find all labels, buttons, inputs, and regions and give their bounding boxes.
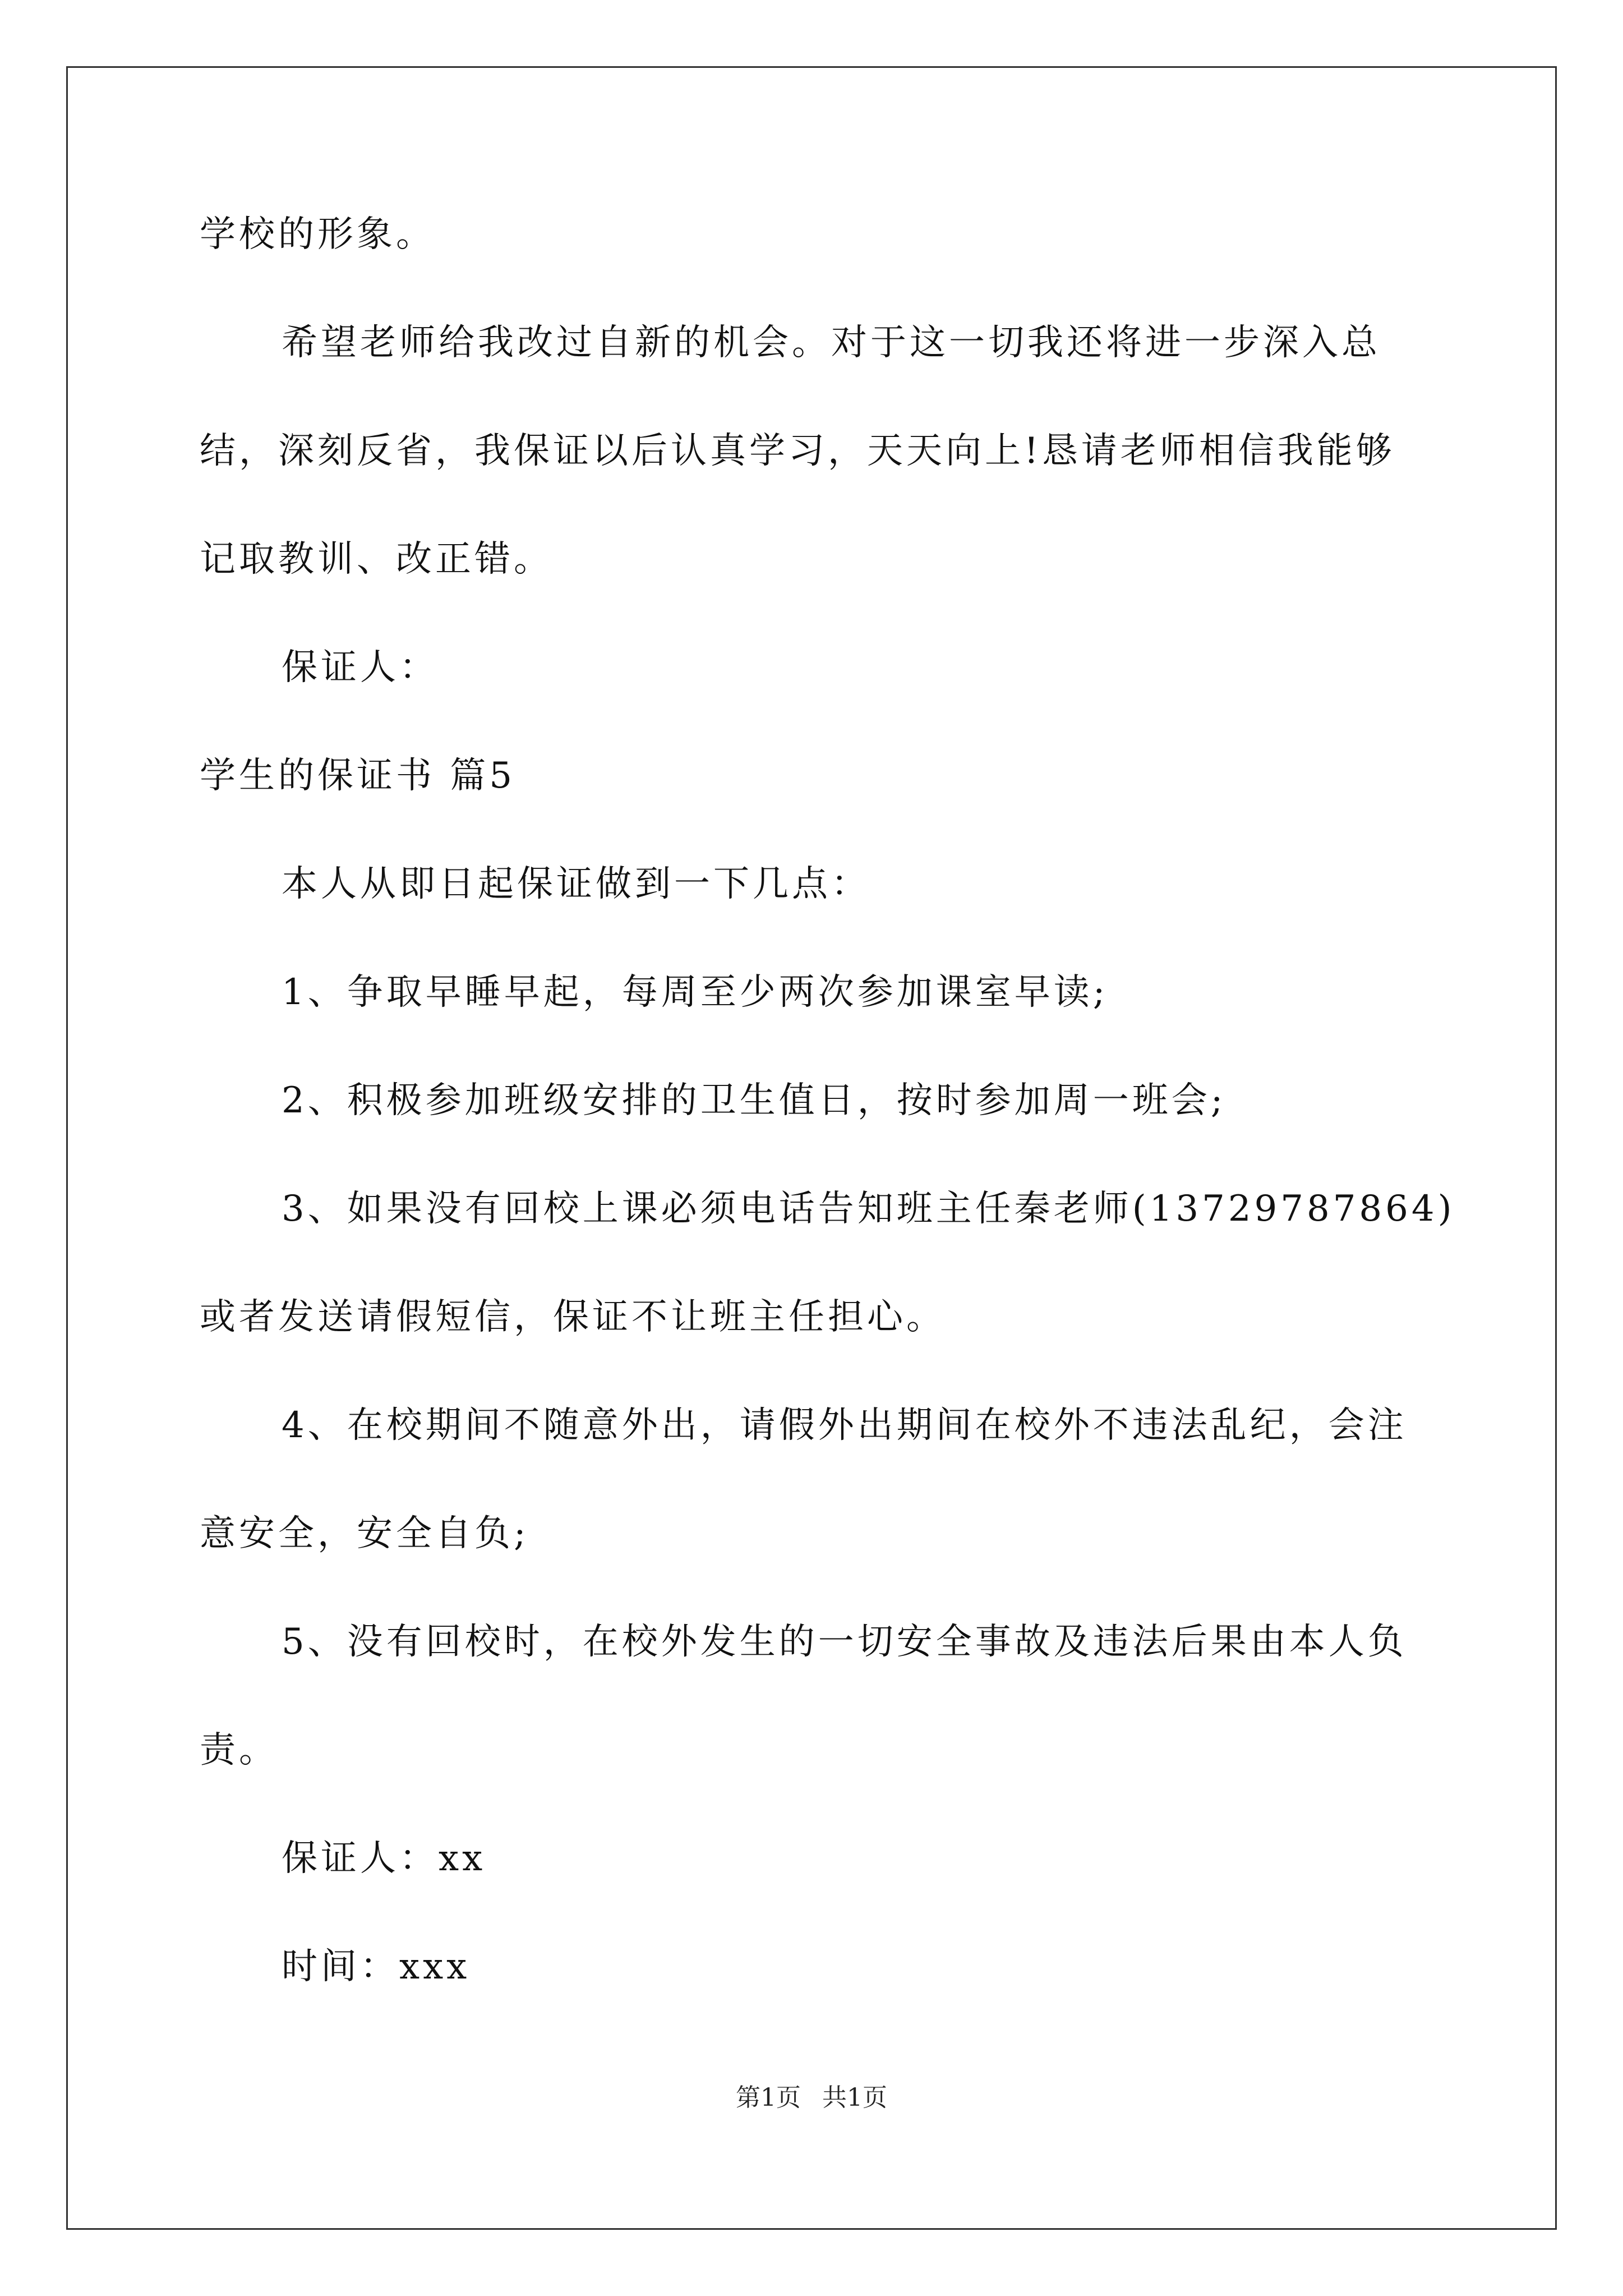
page-footer: [0, 2082, 1623, 2114]
page-number: 第1页: [736, 2083, 801, 2112]
date-line: 时间：xxx: [282, 1946, 471, 1987]
text-line: 或者发送请假短信，保证不让班主任担心。: [200, 1296, 946, 1338]
list-item: 1、争取早睡早起，每周至少两次参加课室早读;: [282, 972, 1109, 1013]
text-line: 结，深刻反省，我保证以后认真学习，天天向上!恳请老师相信我能够: [200, 430, 1395, 472]
text-line: 希望老师给我改过自新的机会。对于这一切我还将进一步深入总: [282, 322, 1381, 364]
text-line: 记取教训、改正错。: [200, 539, 553, 580]
text-line: 意安全，安全自负;: [200, 1513, 529, 1554]
list-item: 3、如果没有回校上课必须电话告知班主任秦老师(13729787864): [282, 1188, 1455, 1230]
signature-line: 保证人：xx: [282, 1838, 486, 1879]
list-item: 4、在校期间不随意外出，请假外出期间在校外不违法乱纪，会注: [282, 1405, 1407, 1446]
page-border: [66, 66, 1557, 2230]
text-line: 保证人：: [282, 647, 439, 688]
page-total: 共1页: [822, 2083, 887, 2112]
section-heading: 学生的保证书 篇5: [200, 755, 516, 797]
text-line: 本人从即日起保证做到一下几点：: [282, 863, 870, 905]
text-line: 责。: [200, 1729, 278, 1771]
list-item: 5、没有回校时，在校外发生的一切安全事故及违法后果由本人负: [282, 1621, 1407, 1663]
list-item: 2、积极参加班级安排的卫生值日，按时参加周一班会;: [282, 1080, 1227, 1121]
text-line: 学校的形象。: [200, 214, 435, 255]
